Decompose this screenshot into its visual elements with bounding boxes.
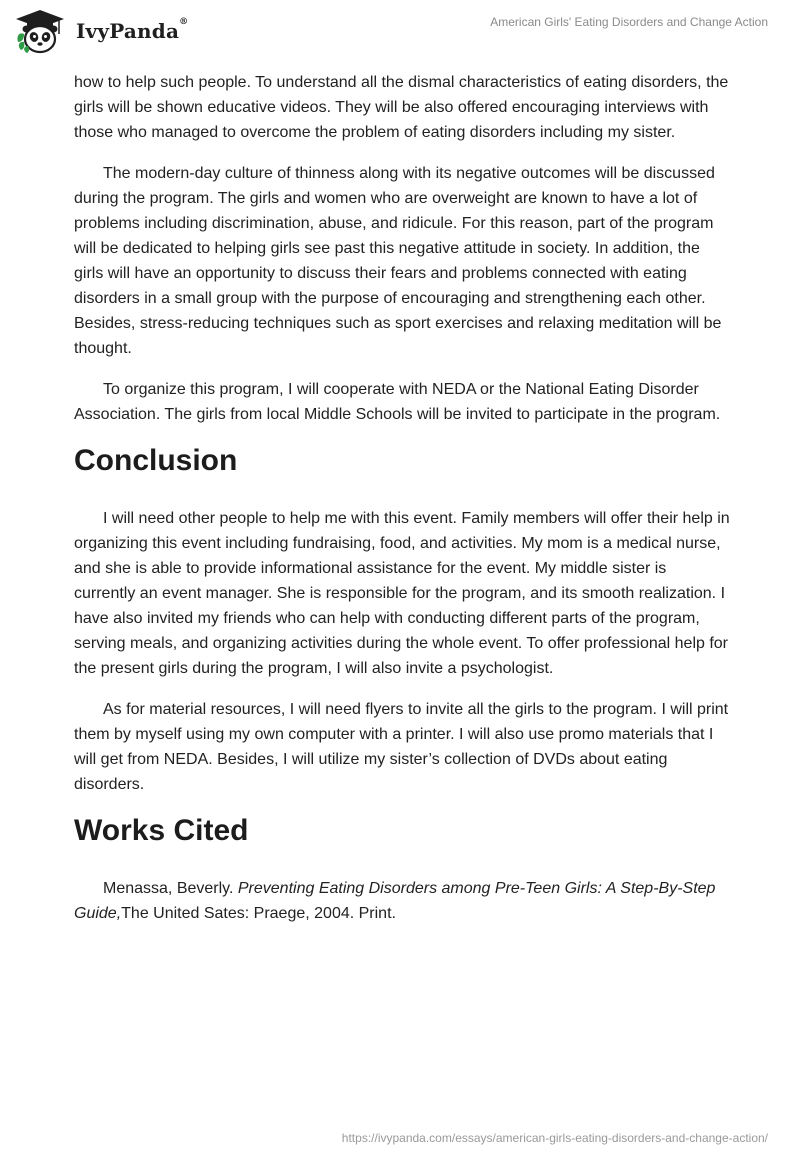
- conclusion-heading: Conclusion: [74, 444, 238, 477]
- panda-graduate-icon: [14, 8, 66, 54]
- citation-entry: [74, 876, 730, 926]
- essay-body: [74, 70, 730, 942]
- citation-author: Menassa, Beverly.: [103, 880, 238, 897]
- works-cited-heading: Works Cited: [74, 814, 249, 847]
- document-title: American Girls' Eating Disorders and Change Action: [490, 15, 768, 29]
- citation-publication: The United Sates: Praege, 2004. Print.: [121, 905, 396, 922]
- paragraph-culture-of-thinness: The modern-day culture of thinness along with its negative outcomes will be discussed during the program. The girls and women who are overweight are known to have a lot of problems including discrimination, abuse, and ridicule. For this reason, part of the program will be dedicated to helping girls see past this negative attitude in society. In addition, the girls will have an opportunity to discuss their fears and problems connected with eating disorders in a small group with the purpose of encouraging and strengthening each other. Besides, stress-reducing techniques such as sport exercises and relaxing meditation will be thought.: [74, 165, 722, 357]
- ivypanda-logo[interactable]: [14, 8, 194, 54]
- paragraph-continued: how to help such people. To understand all the dismal characteristics of eating disorders, the girls will be shown educative videos. They will be also offered encouraging interviews with those who managed to overcome the problem of eating disorders including my sister.: [74, 74, 729, 141]
- source-url[interactable]: https://ivypanda.com/essays/american-girls-eating-disorders-and-change-action/: [341, 1131, 768, 1145]
- paragraph-helpers: I will need other people to help me with this event. Family members will offer their help in organizing this event including fundraising, food, and activities. My mom is a medical nurse, and she is able to provide informational assistance for the event. My middle sister is currently an event manager. She is responsible for the program, and its smooth realization. I have also invited my friends who can help with conducting different parts of the program, serving meals, and organizing activities during the whole event. To offer professional help for the present girls during the program, I will also invite a psychologist.: [74, 510, 730, 677]
- paragraph-resources: As for material resources, I will need flyers to invite all the girls to the program. I will print them by myself using my own computer with a printer. I will also use promo materials that I will get from NEDA. Besides, I will utilize my sister’s collection of DVDs about eating disorders.: [74, 701, 729, 793]
- page-header: [0, 0, 800, 62]
- brand-name: IvyPanda®: [76, 17, 189, 43]
- citation-title: Preventing Eating Disorders among Pre-Teen Girls: A Step-By-Step Guide,: [74, 880, 716, 922]
- paragraph-organization: To organize this program, I will cooperate with NEDA or the National Eating Disorder Association. The girls from local Middle Schools will be invited to participate in the program.: [74, 381, 721, 423]
